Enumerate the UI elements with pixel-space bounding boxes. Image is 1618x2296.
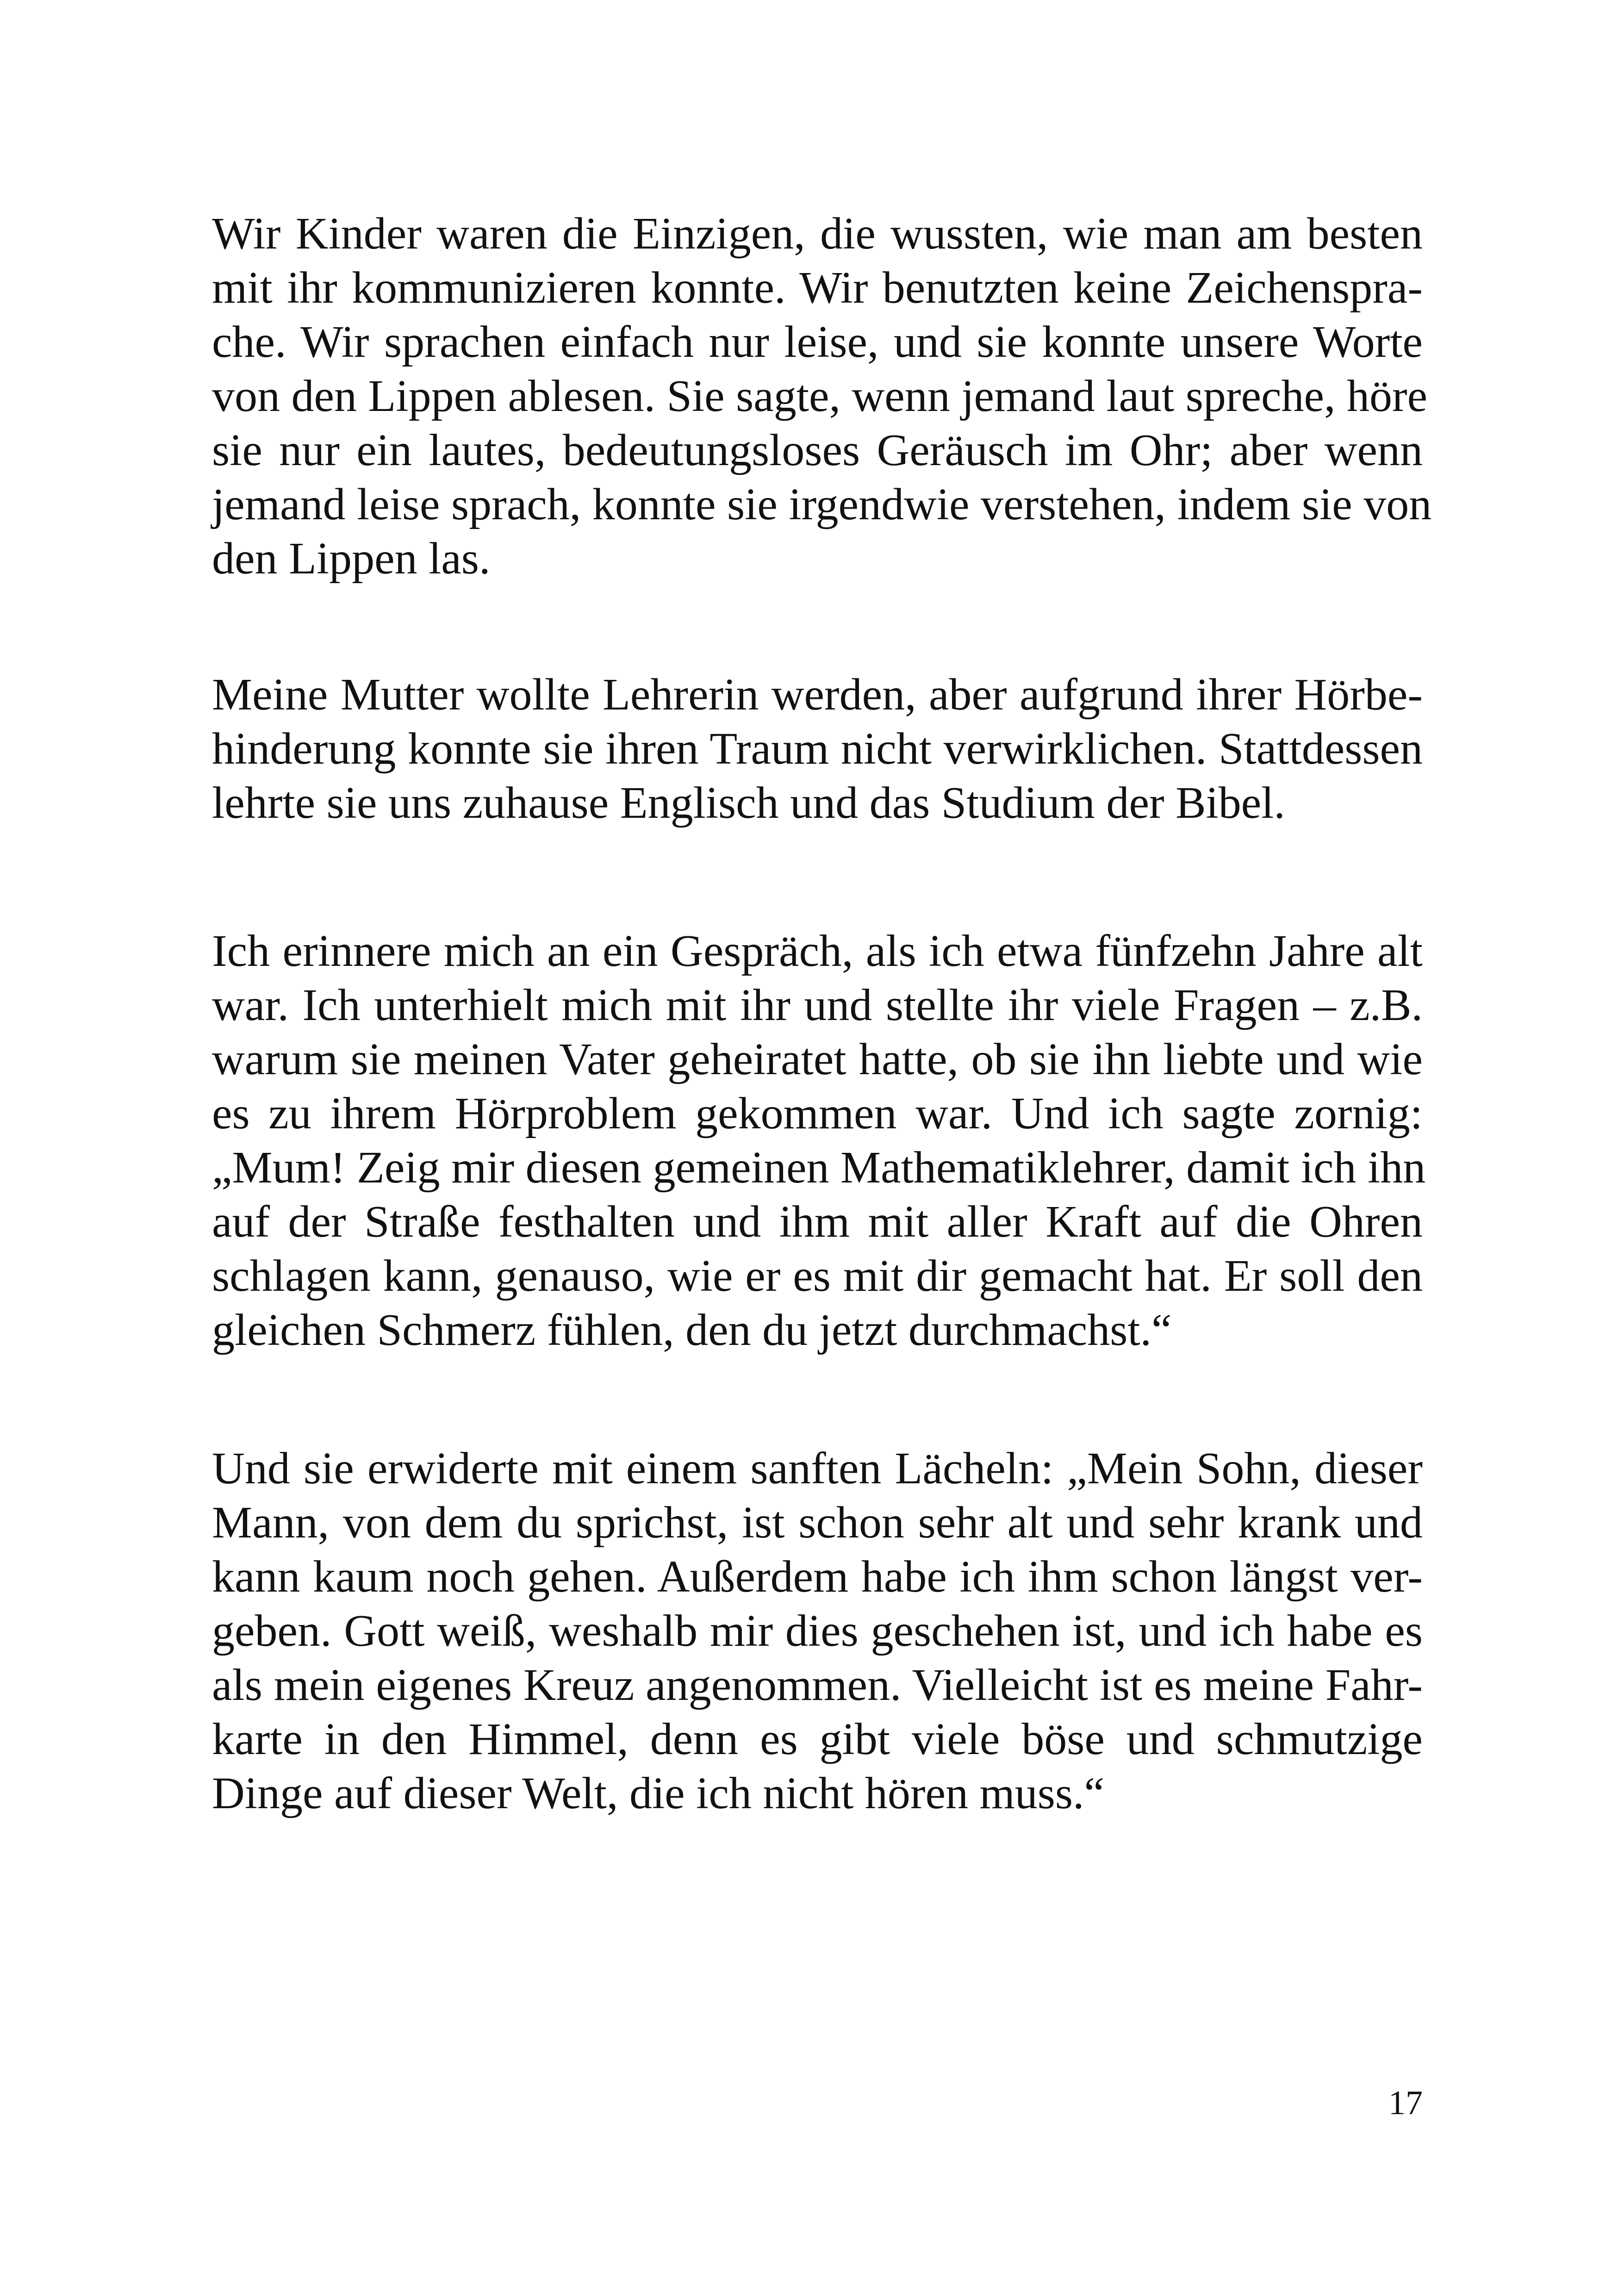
text-line: den Lippen las. xyxy=(212,534,491,584)
text-line: „Mum! Zeig mir diesen gemeinen Mathematiklehrer, damit ich ihn xyxy=(212,1143,1426,1193)
text-line: schlagen kann, genauso, wie er es mit dir gemacht hat. Er soll den xyxy=(212,1251,1423,1301)
text-line: Wir Kinder waren die Einzigen, die wussten, wie man am besten xyxy=(212,209,1423,259)
text-line: mit ihr kommunizieren konnte. Wir benutzten keine Zeichenspra- xyxy=(212,263,1423,313)
text-line: Dinge auf dieser Welt, die ich nicht hören muss.“ xyxy=(212,1768,1104,1818)
text-line: che. Wir sprachen einfach nur leise, und sie konnte unsere Worte xyxy=(212,317,1423,367)
paragraph-1 xyxy=(212,207,1432,586)
text-line: jemand leise sprach, konnte sie irgendwie verstehen, indem sie von xyxy=(212,479,1432,529)
paragraph-4 xyxy=(212,1442,1423,1821)
text-line: hinderung konnte sie ihren Traum nicht verwirklichen. Stattdessen xyxy=(212,724,1423,774)
text-line: auf der Straße festhalten und ihm mit aller Kraft auf die Ohren xyxy=(212,1197,1423,1247)
text-line: geben. Gott weiß, weshalb mir dies geschehen ist, und ich habe es xyxy=(212,1606,1423,1656)
text-line: lehrte sie uns zuhause Englisch und das Studium der Bibel. xyxy=(212,778,1285,828)
text-line: Ich erinnere mich an ein Gespräch, als ich etwa fünfzehn Jahre alt xyxy=(212,926,1423,976)
text-line: sie nur ein lautes, bedeutungsloses Geräusch im Ohr; aber wenn xyxy=(212,425,1423,475)
paragraph-2 xyxy=(212,668,1423,830)
text-line: Mann, von dem du sprichst, ist schon sehr alt und sehr krank und xyxy=(212,1498,1423,1548)
text-line: gleichen Schmerz fühlen, den du jetzt durchmachst.“ xyxy=(212,1305,1172,1355)
text-line: karte in den Himmel, denn es gibt viele böse und schmutzige xyxy=(212,1714,1423,1764)
paragraph-3 xyxy=(212,924,1426,1357)
text-line: als mein eigenes Kreuz angenommen. Vielleicht ist es meine Fahr- xyxy=(212,1660,1423,1710)
text-line: war. Ich unterhielt mich mit ihr und stellte ihr viele Fragen – z.B. xyxy=(212,980,1423,1030)
text-line: von den Lippen ablesen. Sie sagte, wenn jemand laut spreche, höre xyxy=(212,371,1428,421)
text-line: Meine Mutter wollte Lehrerin werden, aber aufgrund ihrer Hörbe- xyxy=(212,670,1423,720)
text-line: es zu ihrem Hörproblem gekommen war. Und ich sagte zornig: xyxy=(212,1089,1423,1139)
text-line: kann kaum noch gehen. Außerdem habe ich ihm schon längst ver- xyxy=(212,1552,1423,1602)
page-number: 17 xyxy=(1388,2084,1423,2122)
text-line: Und sie erwiderte mit einem sanften Lächeln: „Mein Sohn, dieser xyxy=(212,1444,1423,1493)
text-line: warum sie meinen Vater geheiratet hatte, ob sie ihn liebte und wie xyxy=(212,1034,1423,1084)
